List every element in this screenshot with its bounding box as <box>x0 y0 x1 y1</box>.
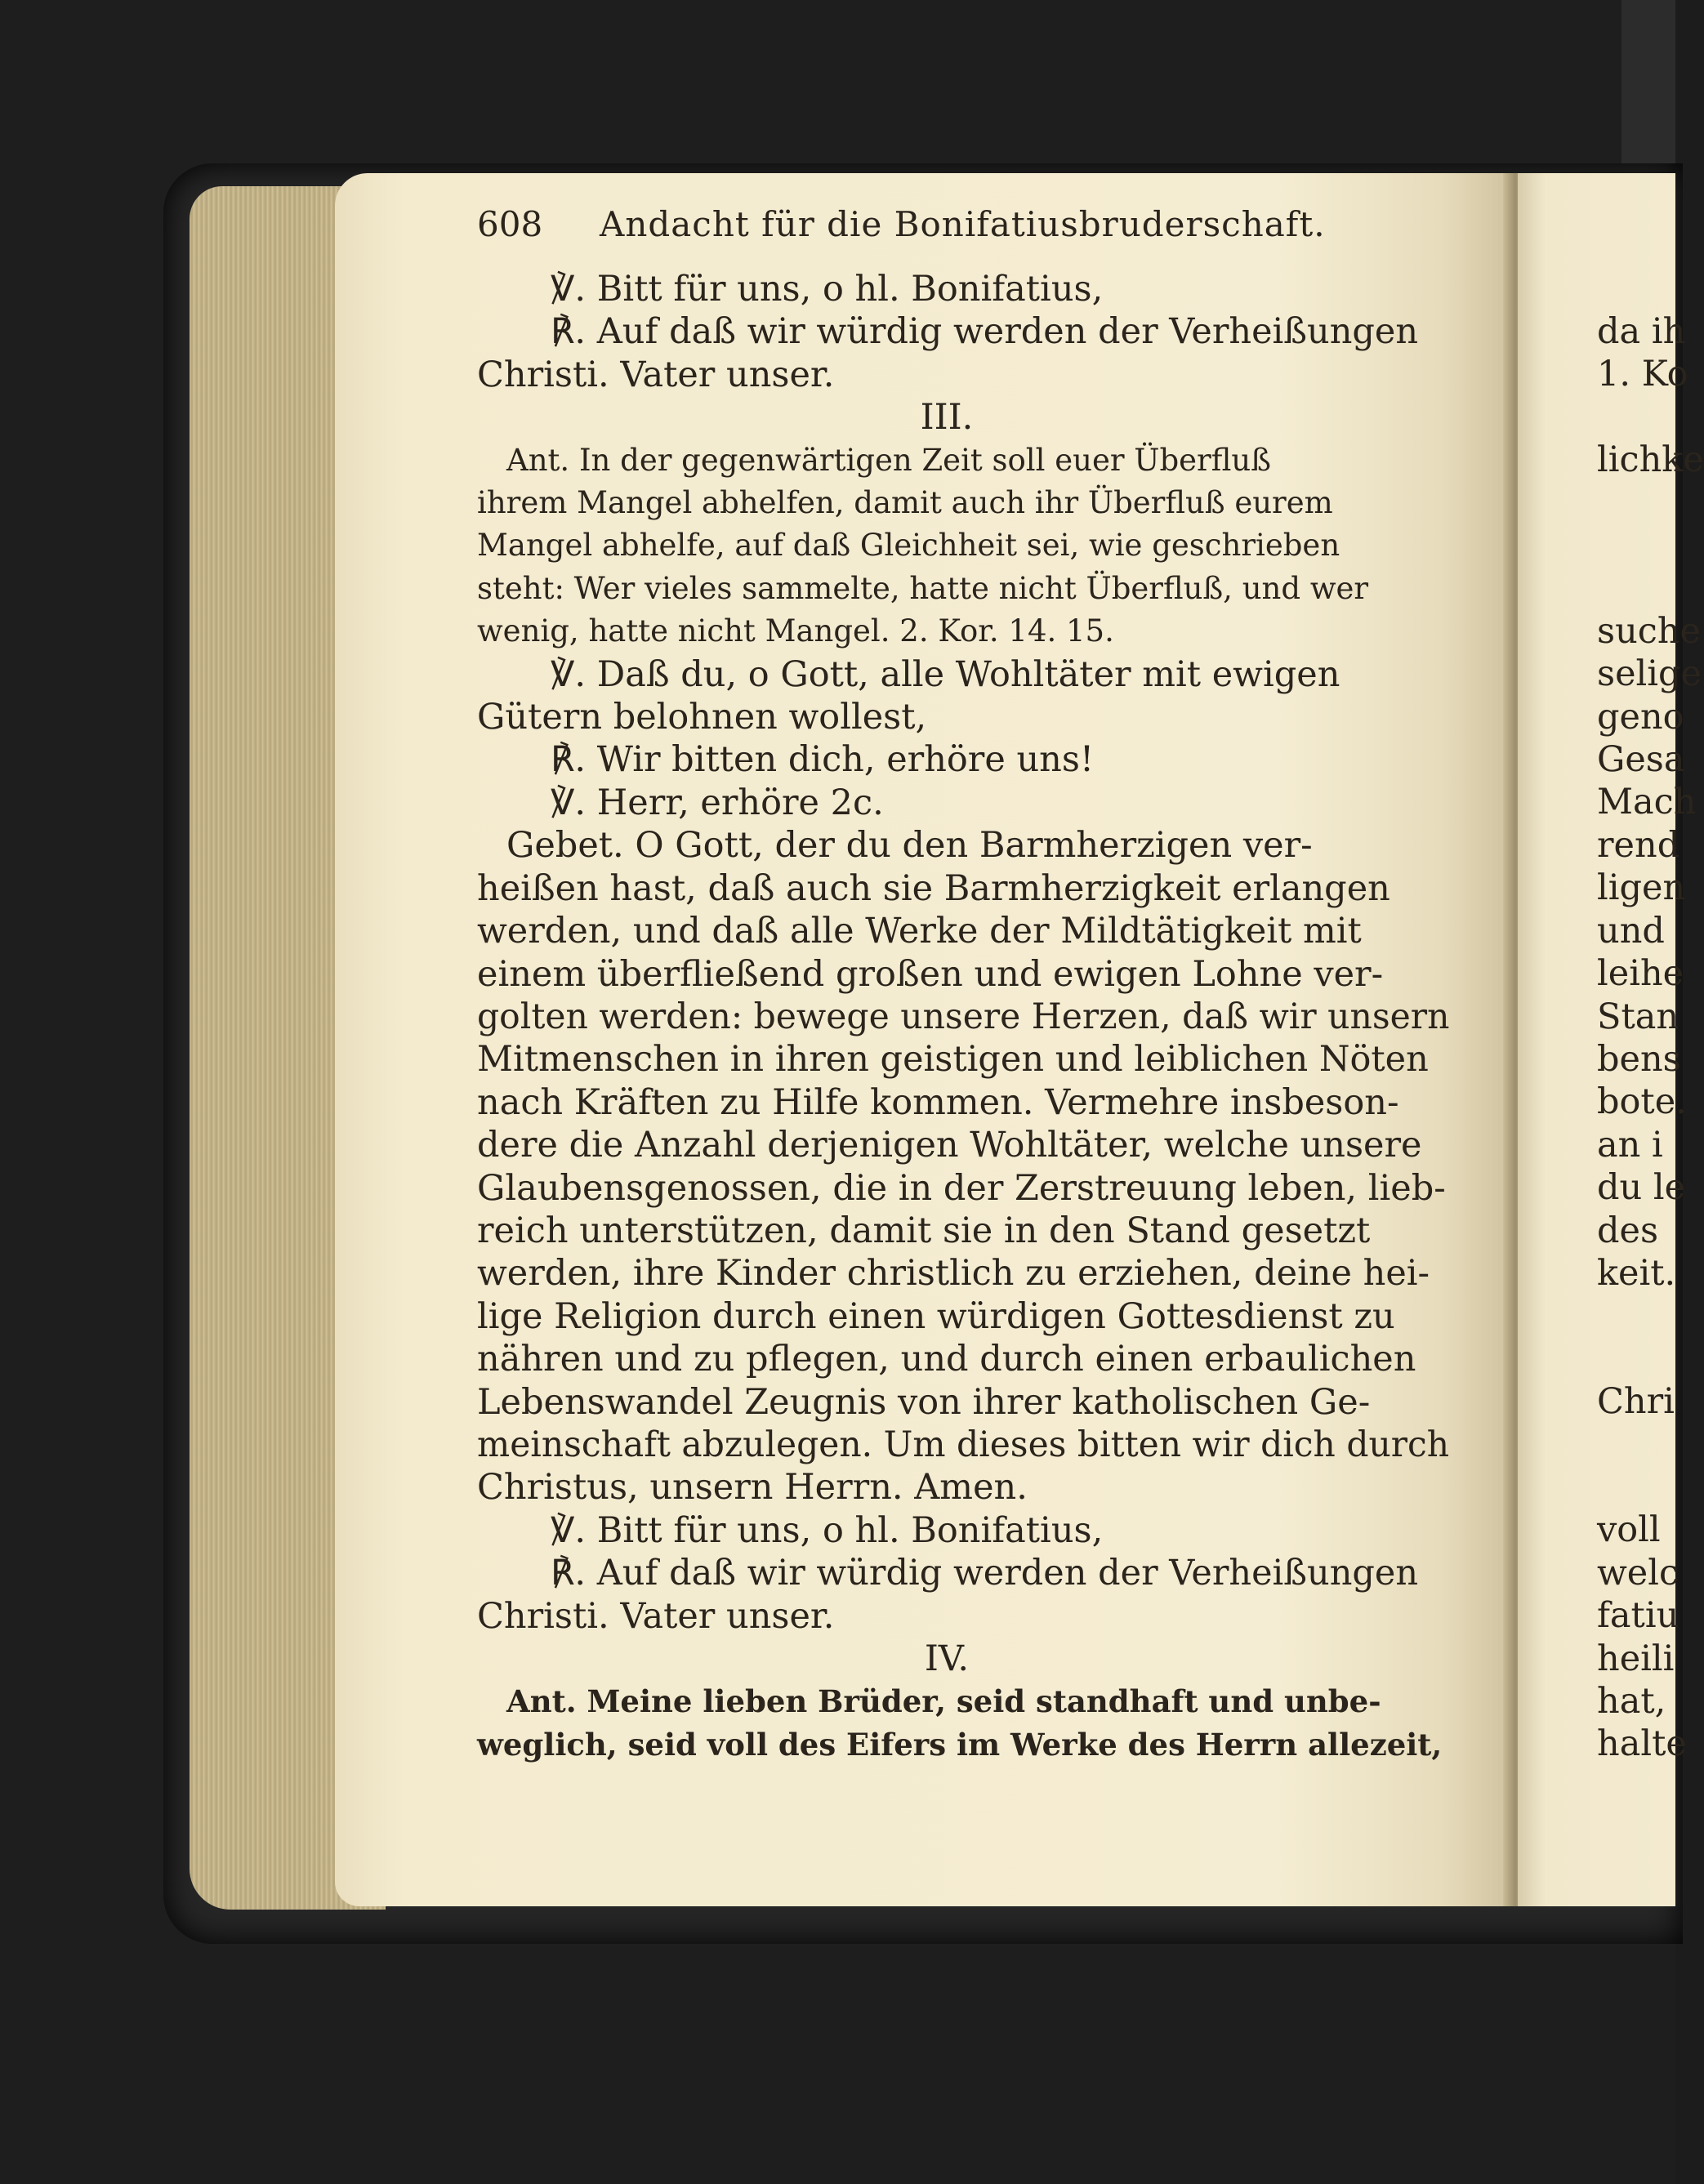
text-line: werden, ihre Kinder christlich zu erziehen, deine hei- <box>477 1253 1430 1295</box>
text-line-fragment: ligen <box>1597 867 1686 909</box>
text-line-fragment: keit. <box>1597 1252 1676 1294</box>
text-line: Ant. In der gegenwärtigen Zeit soll euer Überfluß <box>506 442 1271 478</box>
left-page-text <box>477 204 1449 1766</box>
text-line-fragment <box>1597 1424 1675 1466</box>
text-line: Christi. Vater unser. <box>477 354 835 395</box>
text-line-fragment: suche <box>1597 610 1701 652</box>
text-line-fragment: voll <box>1597 1509 1661 1551</box>
text-line: lige Religion durch einen würdigen Gottesdienst zu <box>477 1295 1395 1337</box>
text-line-fragment: da ih <box>1597 311 1686 352</box>
text-line-fragment <box>1597 524 1675 567</box>
text-line-fragment: Gesa <box>1597 739 1685 781</box>
text-line-fragment: welc <box>1597 1552 1679 1593</box>
text-line: nähren und zu pflegen, und durch einen erbaulichen <box>477 1339 1416 1380</box>
text-line: Mitmenschen in ihren geistigen und leiblichen Nöten <box>477 1039 1429 1081</box>
running-title: Andacht für die Bonifatiusbruderschaft. <box>600 204 1326 244</box>
text-line: ihrem Mangel abhelfen, damit auch ihr Überfluß eurem <box>477 485 1333 521</box>
text-line-fragment: rend <box>1597 824 1680 866</box>
text-line: III. <box>920 397 974 439</box>
text-line-fragment <box>1597 1466 1675 1509</box>
text-line-fragment: leihe <box>1597 953 1684 995</box>
text-line: ℣. Bitt für uns, o hl. Bonifatius, <box>551 1509 1104 1551</box>
text-line: nach Kräften zu Hilfe kommen. Vermehre insbeson- <box>477 1081 1399 1123</box>
right-page-text-fragment <box>1597 310 1704 1766</box>
page-header <box>477 204 1449 256</box>
text-line-fragment <box>1597 1338 1675 1380</box>
text-line-fragment: Chri <box>1597 1381 1675 1423</box>
text-line-fragment: geno <box>1597 696 1684 738</box>
text-line: ℣. Daß du, o Gott, alle Wohltäter mit ewigen <box>551 653 1340 695</box>
text-line-fragment: du le <box>1597 1167 1686 1209</box>
text-line-fragment <box>1597 567 1675 609</box>
text-line-fragment: heili <box>1597 1638 1675 1679</box>
text-line: ℣. Herr, erhöre 2c. <box>551 782 884 823</box>
text-line-fragment: Mach <box>1597 782 1697 823</box>
text-line: einem überfließend großen und ewigen Lohne ver- <box>477 953 1384 995</box>
text-line: Ant. Meine lieben Brüder, seid standhaft und unbe- <box>506 1683 1381 1720</box>
text-line: heißen hast, daß auch sie Barmherzigkeit erlangen <box>477 867 1390 909</box>
text-line: werden, und daß alle Werke der Mildtätigkeit mit <box>477 911 1362 952</box>
text-line: Lebenswandel Zeugnis von ihrer katholischen Ge- <box>477 1381 1371 1423</box>
text-line-fragment: Stan <box>1597 996 1679 1037</box>
text-line-fragment: selige <box>1597 653 1702 695</box>
text-line: weglich, seid voll des Eifers im Werke des Herrn allezeit, <box>477 1726 1443 1763</box>
text-line: steht: Wer vieles sammelte, hatte nicht Überfluß, und wer <box>477 570 1369 606</box>
text-line: wenig, hatte nicht Mangel. 2. Kor. 14. 15. <box>477 613 1114 649</box>
text-line-fragment: und <box>1597 910 1665 952</box>
text-line: ℟. Auf daß wir würdig werden der Verheißungen <box>551 1553 1419 1594</box>
text-line-fragment <box>1597 482 1675 524</box>
text-line: Christus, unsern Herrn. Amen. <box>477 1467 1028 1509</box>
text-line: Gebet. O Gott, der du den Barmherzigen ver- <box>506 825 1313 867</box>
body-text <box>477 268 1449 1766</box>
text-line-fragment: an i <box>1597 1124 1663 1166</box>
text-line: reich unterstützen, damit sie in den Stand gesetzt <box>477 1210 1371 1251</box>
text-line: ℣. Bitt für uns, o hl. Bonifatius, <box>551 269 1104 310</box>
text-line: Christi. Vater unser. <box>477 1595 835 1637</box>
text-line: Gütern belohnen wollest, <box>477 697 927 738</box>
text-line: meinschaft abzulegen. Um dieses bitten wir dich durch <box>477 1424 1450 1465</box>
text-line-fragment: hat, <box>1597 1681 1666 1722</box>
text-line-fragment: lichke <box>1597 439 1704 481</box>
text-line: dere die Anzahl derjenigen Wohltäter, welche unsere <box>477 1125 1422 1166</box>
text-line: Mangel abhelfe, auf daß Gleichheit sei, wie geschrieben <box>477 528 1340 564</box>
page-number: 608 <box>477 204 543 244</box>
text-line: IV. <box>924 1638 970 1679</box>
text-line-fragment: des <box>1597 1210 1659 1251</box>
text-line-fragment: halte <box>1597 1723 1687 1765</box>
text-line-fragment <box>1597 396 1675 439</box>
text-line-fragment <box>1597 1295 1675 1337</box>
text-line-fragment: bote. <box>1597 1081 1687 1123</box>
text-line-fragment: 1. Ko <box>1597 354 1688 395</box>
text-line-fragment: bens <box>1597 1038 1681 1080</box>
text-line-fragment: fatiu <box>1597 1595 1679 1637</box>
text-line: ℟. Auf daß wir würdig werden der Verheißungen <box>551 311 1419 353</box>
text-line: Glaubensgenossen, die in der Zerstreuung leben, lieb- <box>477 1167 1446 1209</box>
text-line: ℟. Wir bitten dich, erhöre uns! <box>551 739 1095 781</box>
text-line: golten werden: bewege unsere Herzen, daß wir unsern <box>477 996 1450 1037</box>
